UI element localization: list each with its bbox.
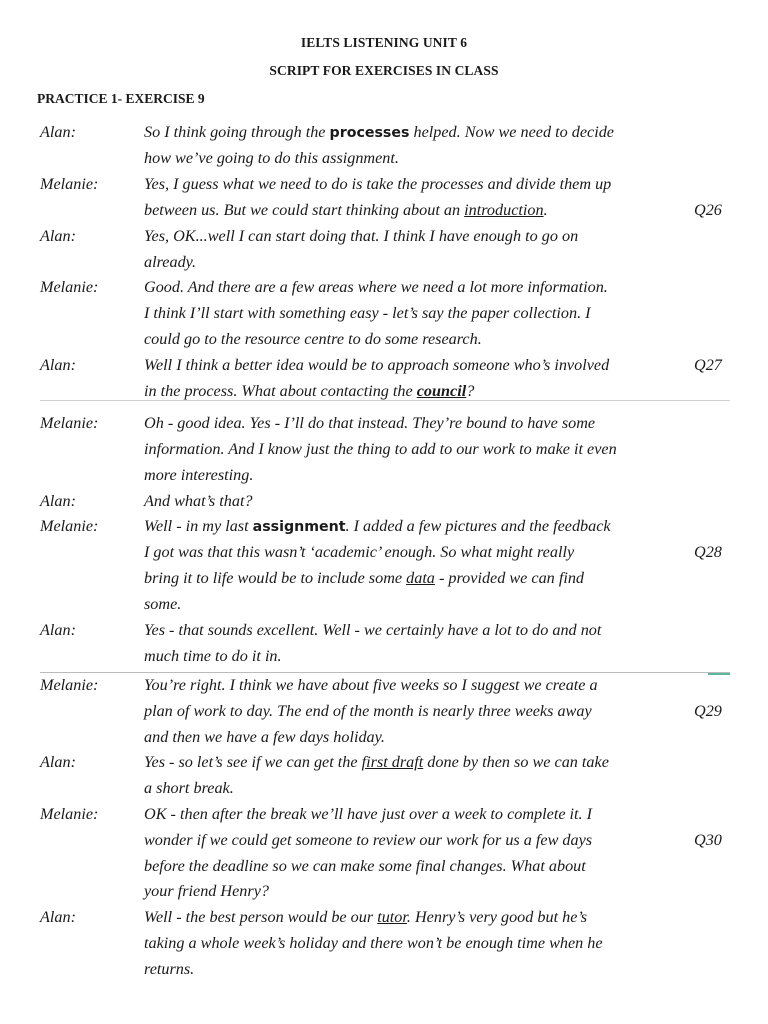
question-number: Q28 [694,543,722,561]
margin-mark [708,673,730,675]
question-number: Q29 [694,702,722,720]
transcript-line [0,805,768,831]
dialogue-text: Well - the best person would be our tutor. Henry’s very good but he’s [144,908,588,926]
transcript-line [0,753,768,779]
speaker-label: Melanie: [40,278,99,296]
transcript-line [0,569,768,595]
dialogue-text: before the deadline so we can make some final changes. What about [144,857,586,875]
question-number: Q26 [694,201,722,219]
dialogue-text: between us. But we could start thinking about an introduction. [144,201,548,219]
transcript-line [0,676,768,702]
speaker-label: Alan: [40,753,76,771]
transcript-line [0,934,768,960]
dialogue-text: Yes - that sounds excellent. Well - we certainly have a lot to do and not [144,621,602,639]
speaker-label: Melanie: [40,175,99,193]
section-heading: PRACTICE 1- EXERCISE 9 [37,91,205,106]
transcript-line [0,595,768,621]
speaker-label: Alan: [40,621,76,639]
transcript-line [0,201,768,227]
dialogue-text: OK - then after the break we’ll have just over a week to complete it. I [144,805,593,823]
transcript-line [0,882,768,908]
transcript-line [0,492,768,518]
transcript-line [0,831,768,857]
dialogue-text: You’re right. I think we have about five weeks so I suggest we create a [144,676,598,694]
speaker-label: Alan: [40,227,76,245]
answer-underlined: council [416,382,467,400]
speaker-label: Alan: [40,356,76,374]
transcript-line [0,647,768,673]
transcript-line [0,702,768,728]
dialogue-text: And what’s that? [144,492,253,510]
dialogue-text: taking a whole week’s holiday and there won’t be enough time when he [144,934,603,952]
speaker-label: Melanie: [40,805,99,823]
transcript-line [0,466,768,492]
transcript-line [0,149,768,175]
transcript-line [0,543,768,569]
answer-underlined: introduction [464,201,544,219]
transcript-line [0,330,768,356]
keyword-bold: assignment [252,519,346,535]
transcript-line [0,908,768,934]
dialogue-text: bring it to life would be to include some data - provided we can find [144,569,585,587]
transcript-line [0,517,768,543]
dialogue-text: plan of work to day. The end of the month is nearly three weeks away [144,702,592,720]
answer-underlined: data [406,569,435,587]
question-number: Q27 [694,356,722,374]
speaker-label: Alan: [40,123,76,141]
dialogue-text: Well - in my last assignment. I added a few pictures and the feedback [144,517,611,535]
transcript-line [0,304,768,330]
dialogue-text: could go to the resource centre to do some research. [144,330,482,348]
transcript-line [0,382,768,408]
transcript-line [0,728,768,754]
transcript-line [0,253,768,279]
page-title: IELTS LISTENING UNIT 6 [300,35,468,50]
question-number: Q30 [694,831,722,849]
speaker-label: Melanie: [40,676,99,694]
transcript-line [0,621,768,647]
dialogue-text: and then we have a few days holiday. [144,728,385,746]
transcript-line [0,440,768,466]
dialogue-text: returns. [144,960,195,978]
dialogue-text: I think I’ll start with something easy - let’s say the paper collection. I [144,304,591,322]
dialogue-text: in the process. What about contacting the council? [144,382,475,400]
speaker-label: Melanie: [40,414,99,432]
speaker-label: Alan: [40,492,76,510]
speaker-label: Alan: [40,908,76,926]
dialogue-text: wonder if we could get someone to review our work for us a few days [144,831,593,849]
transcript-line [0,278,768,304]
dialogue-text: Well I think a better idea would be to approach someone who’s involved [144,356,610,374]
transcript-line [0,175,768,201]
dialogue-text: more interesting. [144,466,254,484]
keyword-bold: processes [329,125,410,141]
dialogue-text: some. [144,595,182,613]
dialogue-text: your friend Henry? [144,882,269,900]
answer-underlined: first draft [361,753,424,771]
dialogue-text: Yes - so let’s see if we can get the first draft done by then so we can take [144,753,609,771]
answer-underlined: tutor [377,908,407,926]
dialogue-text: information. And I know just the thing to add to our work to make it even [144,440,617,458]
transcript-line [0,123,768,149]
transcript-line [0,960,768,986]
dialogue-text: Good. And there are a few areas where we need a lot more information. [144,278,608,296]
dialogue-text: Yes, OK...well I can start doing that. I think I have enough to go on [144,227,579,245]
dialogue-text: a short break. [144,779,234,797]
page-subtitle: SCRIPT FOR EXERCISES IN CLASS [269,63,499,78]
transcript-line [0,779,768,805]
dialogue-text: how we’ve going to do this assignment. [144,149,399,167]
transcript-line [0,356,768,382]
dialogue-text: already. [144,253,196,271]
speaker-label: Melanie: [40,517,99,535]
transcript-line [0,227,768,253]
dialogue-text: Yes, I guess what we need to do is take the processes and divide them up [144,175,612,193]
dialogue-text: So I think going through the processes helped. Now we need to decide [144,123,614,141]
dialogue-text: much time to do it in. [144,647,282,665]
transcript-line [0,414,768,440]
transcript-line [0,857,768,883]
dialogue-text: I got was that this wasn’t ‘academic’ enough. So what might really [144,543,575,561]
dialogue-text: Oh - good idea. Yes - I’ll do that instead. They’re bound to have some [144,414,596,432]
